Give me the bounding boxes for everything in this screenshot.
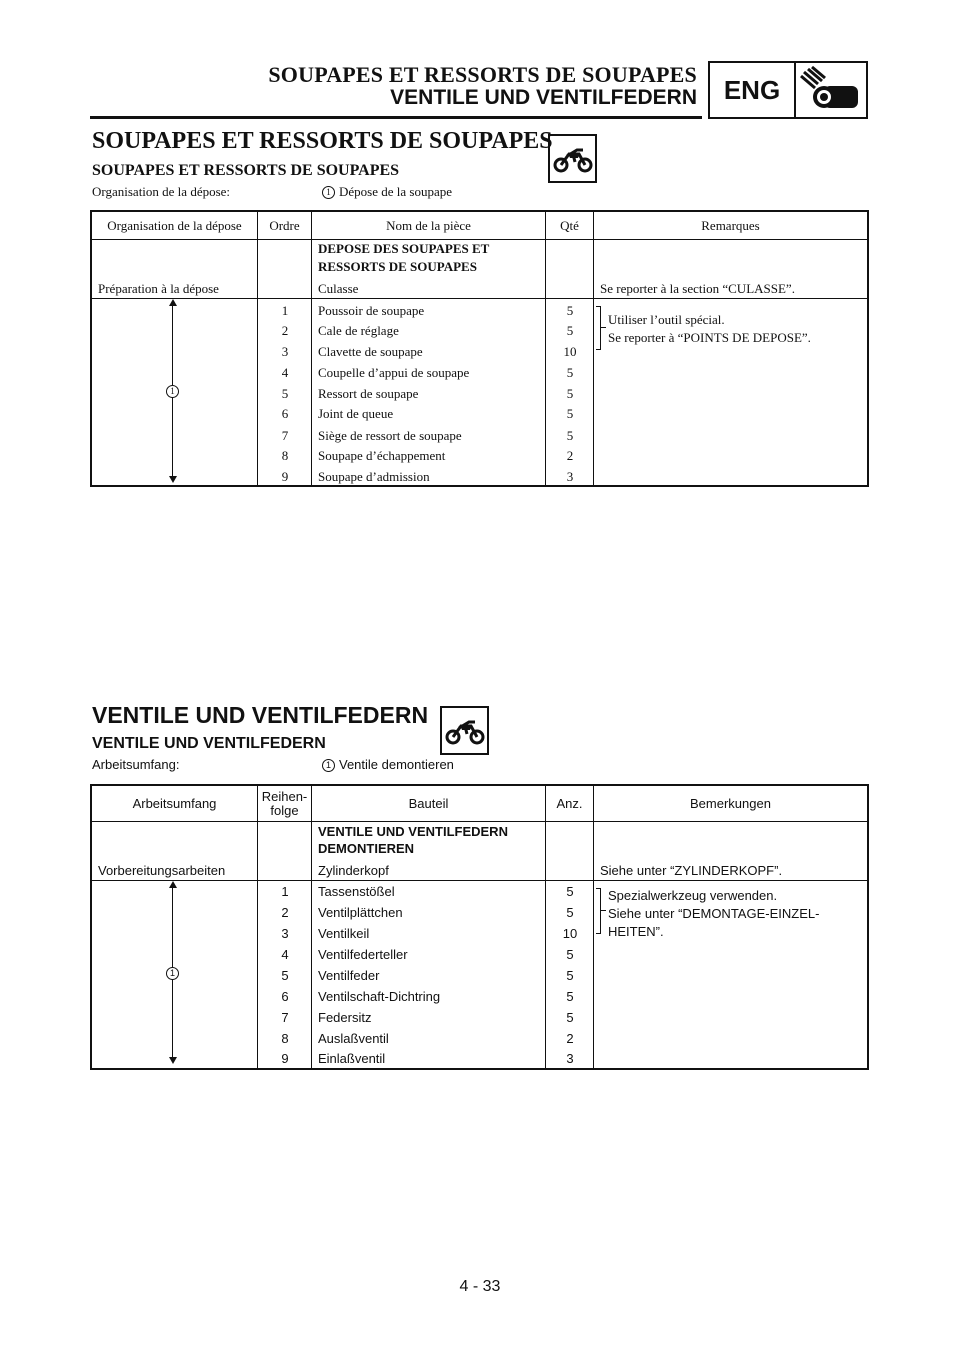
org-line-de	[92, 757, 454, 772]
order-cell: 7	[281, 428, 289, 443]
col-header: Bemerkungen	[690, 796, 771, 811]
section-title-fr: SOUPAPES ET RESSORTS DE SOUPAPES	[92, 128, 553, 154]
order-cell: 9	[281, 1051, 289, 1066]
qty-cell: 3	[566, 1051, 574, 1066]
remark-fr-1: Utiliser l’outil spécial.	[608, 312, 725, 327]
qty-cell: 10	[562, 926, 578, 941]
order-cell: 4	[281, 947, 289, 962]
qty-cell: 5	[566, 303, 574, 318]
engine-piston-icon	[796, 63, 866, 117]
prep-part-fr: Culasse	[318, 281, 359, 296]
header-title-fr: SOUPAPES ET RESSORTS DE SOUPAPES	[268, 62, 697, 87]
part-name: Einlaßventil	[318, 1051, 386, 1066]
section-title-de: VENTILE UND VENTILFEDERN	[92, 702, 429, 728]
remark-de-3: HEITEN”.	[608, 924, 664, 939]
col-header: Qté	[546, 212, 594, 239]
header-title-de: VENTILE UND VENTILFEDERN	[390, 86, 697, 109]
col-header	[258, 786, 312, 821]
org-marker-fr: 1	[322, 186, 335, 199]
col-header: Anz.	[546, 786, 594, 821]
prep-heading-de-2: DEMONTIEREN	[318, 841, 415, 856]
remark-de-1: Spezialwerkzeug verwenden.	[608, 888, 778, 903]
qty-cell: 5	[566, 428, 574, 443]
org-value-de: Ventile demontieren	[339, 757, 454, 772]
order-cell: 8	[281, 1031, 289, 1046]
part-name: Ventilplättchen	[318, 905, 403, 920]
qty-cell: 5	[566, 406, 574, 421]
prep-heading-fr: DEPOSE DES SOUPAPES ET	[318, 241, 490, 256]
motorcycle-icon	[440, 706, 489, 755]
part-name: Ventilfeder	[318, 968, 380, 983]
part-name: Ventilkeil	[318, 926, 370, 941]
order-cell: 4	[281, 365, 289, 380]
prep-part-de: Zylinderkopf	[318, 863, 389, 878]
order-cell: 2	[281, 323, 289, 338]
part-name: Poussoir de soupape	[318, 303, 425, 318]
qty-cell: 3	[566, 469, 574, 484]
part-name: Tassenstößel	[318, 884, 395, 899]
org-label-fr: Organisation de la dépose:	[92, 184, 231, 199]
col-header-line: folge	[270, 802, 299, 818]
org-label-de: Arbeitsumfang:	[92, 757, 180, 772]
qty-cell: 2	[566, 448, 574, 463]
col-header: Bauteil	[312, 786, 546, 821]
qty-cell: 5	[566, 386, 574, 401]
order-cell: 8	[281, 448, 289, 463]
col-header: Remarques	[701, 217, 760, 233]
qty-cell: 5	[566, 947, 574, 962]
qty-cell: 5	[566, 905, 574, 920]
part-name: Soupape d’échappement	[318, 448, 446, 463]
order-cell: 5	[281, 386, 289, 401]
qty-cell: 2	[566, 1031, 574, 1046]
part-name: Cale de réglage	[318, 323, 399, 338]
order-cell: 6	[281, 406, 289, 421]
qty-cell: 5	[566, 1010, 574, 1025]
removal-table-de	[90, 784, 869, 1070]
part-name: Federsitz	[318, 1010, 372, 1025]
prep-heading-fr-2: RESSORTS DE SOUPAPES	[318, 259, 477, 274]
qty-cell: 5	[566, 323, 574, 338]
remark-fr-2: Se reporter à “POINTS DE DEPOSE”.	[608, 330, 811, 345]
qty-cell: 5	[566, 365, 574, 380]
col-header: Nom de la pièce	[312, 212, 546, 239]
part-name: Ressort de soupape	[318, 386, 419, 401]
range-marker-fr: 1	[166, 385, 179, 398]
eng-badge	[708, 61, 868, 119]
part-name: Coupelle d’appui de soupape	[318, 365, 470, 380]
range-marker-de: 1	[166, 967, 179, 980]
part-name: Siège de ressort de soupape	[318, 428, 462, 443]
col-header-line: Reihen-	[261, 788, 308, 804]
prep-heading-de: VENTILE UND VENTILFEDERN	[318, 824, 508, 839]
order-cell: 1	[281, 884, 289, 899]
part-name: Ventilfederteller	[318, 947, 408, 962]
qty-cell: 5	[566, 884, 574, 899]
part-name: Soupape d’admission	[318, 469, 430, 484]
remark-de-2: Siehe unter “DEMONTAGE-EINZEL-	[608, 906, 820, 921]
removal-table-fr	[90, 210, 869, 487]
part-name: Clavette de soupape	[318, 344, 423, 359]
remark-bracket	[596, 306, 601, 350]
part-name: Auslaßventil	[318, 1031, 389, 1046]
header-rule	[90, 116, 702, 119]
order-cell: 3	[281, 926, 289, 941]
motorcycle-icon	[548, 134, 597, 183]
range-arrow-up	[169, 881, 177, 888]
prep-label-fr: Préparation à la dépose	[98, 281, 219, 296]
range-arrow-down	[169, 1057, 177, 1064]
qty-cell: 5	[566, 968, 574, 983]
order-cell: 9	[281, 469, 289, 484]
order-cell: 1	[281, 303, 289, 318]
order-cell: 6	[281, 989, 289, 1004]
part-name: Joint de queue	[318, 406, 394, 421]
eng-label: ENG	[710, 63, 796, 117]
order-cell: 5	[281, 968, 289, 983]
subtitle-fr: SOUPAPES ET RESSORTS DE SOUPAPES	[92, 162, 400, 179]
col-header: Ordre	[258, 212, 312, 239]
qty-cell: 5	[566, 989, 574, 1004]
col-header: Arbeitsumfang	[92, 786, 258, 821]
prep-remark-fr: Se reporter à la section “CULASSE”.	[600, 281, 795, 296]
org-marker-de: 1	[322, 759, 335, 772]
range-arrow-down	[169, 476, 177, 483]
range-arrow-up	[169, 299, 177, 306]
subtitle-de: VENTILE UND VENTILFEDERN	[92, 735, 326, 752]
col-header: Organisation de la dépose	[92, 212, 258, 239]
table-header-de	[92, 786, 867, 822]
order-cell: 7	[281, 1010, 289, 1025]
order-cell: 3	[281, 344, 289, 359]
table-header-fr	[92, 212, 867, 240]
qty-cell: 10	[563, 344, 577, 359]
org-value-fr: Dépose de la soupape	[339, 184, 452, 199]
prep-label-de: Vorbereitungsarbeiten	[98, 863, 226, 878]
prep-remark-de: Siehe unter “ZYLINDERKOPF”.	[600, 863, 783, 878]
order-cell: 2	[281, 905, 289, 920]
page-number: 4 - 33	[459, 1278, 501, 1295]
org-line-fr	[92, 184, 452, 200]
remark-bracket	[596, 888, 601, 934]
part-name: Ventilschaft-Dichtring	[318, 989, 441, 1004]
